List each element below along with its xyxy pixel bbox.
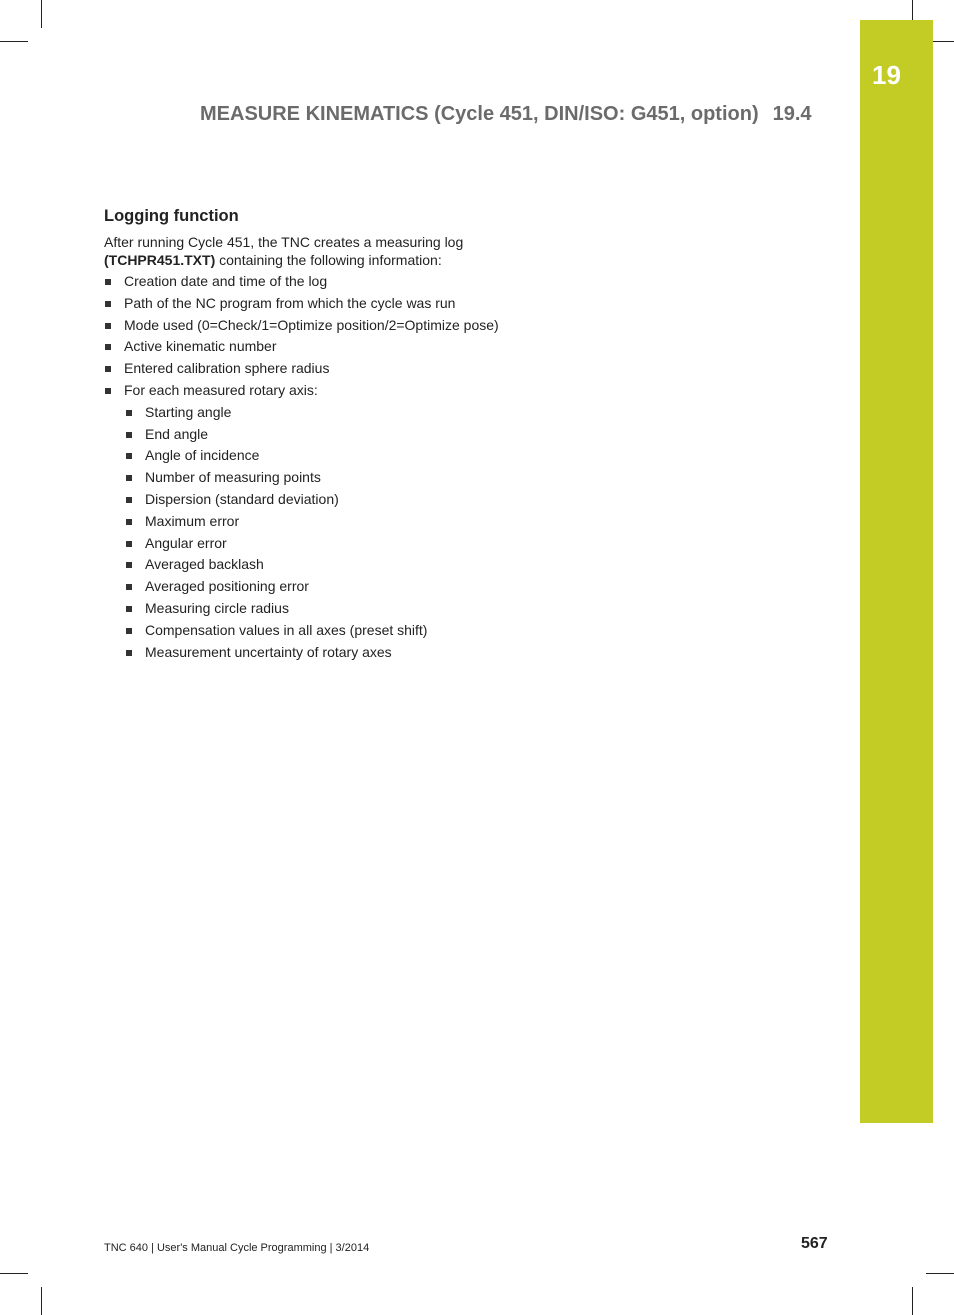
log-file-name: (TCHPR451.TXT) xyxy=(104,252,216,268)
bullet-icon xyxy=(126,584,132,590)
bullet-icon xyxy=(105,323,111,329)
list-item-text: For each measured rotary axis: xyxy=(124,381,318,398)
sublist-item-text: Maximum error xyxy=(145,512,240,529)
intro-text-continued: containing the following information: xyxy=(215,252,442,268)
sublist-item xyxy=(125,402,804,424)
list-item xyxy=(104,380,804,402)
sublist-item-text: Measurement uncertainty of rotary axes xyxy=(145,643,392,660)
sublist-item xyxy=(125,576,804,598)
sublist-item-text: Number of measuring points xyxy=(145,469,321,486)
list-item xyxy=(104,358,804,380)
list-item-text: Entered calibration sphere radius xyxy=(124,360,330,377)
section-heading: Logging function xyxy=(104,207,239,225)
sublist-item-text: Angle of incidence xyxy=(145,447,260,464)
sublist-item-text: Starting angle xyxy=(145,403,232,420)
intro-text: After running Cycle 451, the TNC creates a measuring log xyxy=(104,234,464,250)
bullet-icon xyxy=(105,279,111,285)
intro-paragraph xyxy=(104,233,804,269)
sublist-item xyxy=(125,620,804,642)
crop-mark xyxy=(0,41,28,42)
main-content xyxy=(104,206,804,663)
list-item xyxy=(104,271,804,293)
sublist-item-text: Compensation values in all axes (preset shift) xyxy=(145,621,428,638)
bullet-icon xyxy=(105,388,111,394)
list-item-text: Mode used (0=Check/1=Optimize position/2=Optimize pose) xyxy=(124,316,499,333)
bullet-icon xyxy=(126,410,132,416)
list-item xyxy=(104,315,804,337)
header-section-number: 19.4 xyxy=(772,103,812,125)
bullet-icon xyxy=(105,301,111,307)
bullet-icon xyxy=(126,650,132,656)
bullet-icon xyxy=(126,628,132,634)
crop-mark xyxy=(41,1287,42,1315)
sublist-item xyxy=(125,445,804,467)
page-number: 567 xyxy=(801,1235,828,1252)
crop-mark xyxy=(912,1287,913,1315)
bullet-icon xyxy=(126,497,132,503)
bullet-icon xyxy=(126,432,132,438)
chapter-number: 19 xyxy=(872,60,901,90)
crop-mark xyxy=(0,1273,28,1274)
sublist-item-text: Angular error xyxy=(145,534,227,551)
sublist-item-text: Measuring circle radius xyxy=(145,599,289,616)
bullet-icon xyxy=(126,541,132,547)
chapter-tab xyxy=(860,20,933,1123)
sublist-item-text: Averaged backlash xyxy=(145,556,264,573)
footer-text: TNC 640 | User's Manual Cycle Programming | 3/2014 xyxy=(104,1242,370,1254)
sublist-item-text: End angle xyxy=(145,425,209,442)
sublist-item xyxy=(125,642,804,664)
header-title: MEASURE KINEMATICS (Cycle 451, DIN/ISO: G451, option) xyxy=(200,103,759,125)
bullet-icon xyxy=(126,453,132,459)
bullet-icon xyxy=(126,606,132,612)
sublist-item xyxy=(125,554,804,576)
list-item-text: Active kinematic number xyxy=(124,338,277,355)
rotary-axis-info-list xyxy=(104,402,804,664)
crop-mark xyxy=(926,1273,954,1274)
bullet-icon xyxy=(126,519,132,525)
running-header xyxy=(200,103,812,126)
crop-mark xyxy=(41,0,42,28)
sublist-item xyxy=(125,424,804,446)
sublist-item-text: Averaged positioning error xyxy=(145,578,309,595)
sublist-item xyxy=(125,598,804,620)
sublist-item xyxy=(125,489,804,511)
bullet-icon xyxy=(126,562,132,568)
bullet-icon xyxy=(105,344,111,350)
sublist-item xyxy=(125,511,804,533)
list-item xyxy=(104,336,804,358)
list-item-text: Path of the NC program from which the cycle was run xyxy=(124,294,456,311)
bullet-icon xyxy=(105,366,111,372)
sublist-item xyxy=(125,533,804,555)
sublist-item-text: Dispersion (standard deviation) xyxy=(145,490,339,507)
list-item xyxy=(104,293,804,315)
bullet-icon xyxy=(126,475,132,481)
log-info-list xyxy=(104,271,804,402)
sublist-item xyxy=(125,467,804,489)
list-item-text: Creation date and time of the log xyxy=(124,273,328,289)
